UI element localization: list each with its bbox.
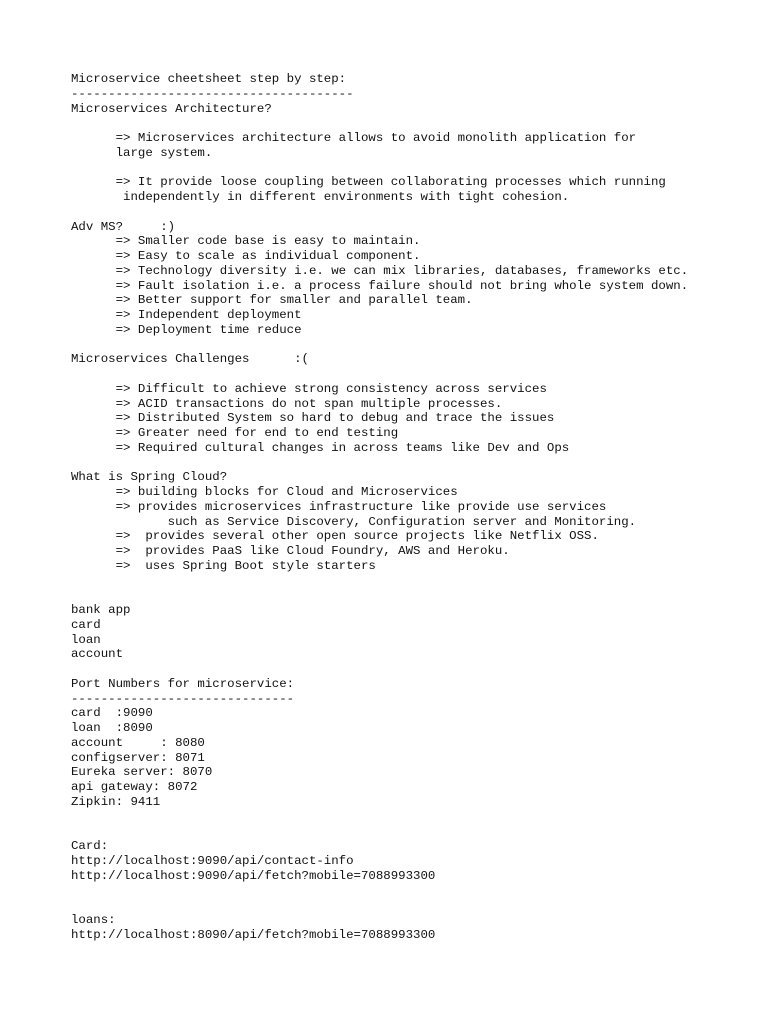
port-entry: api gateway: 8072 — [71, 780, 198, 794]
loan-urls-heading: loans: — [71, 912, 116, 927]
advantages-item: => Independent deployment — [71, 308, 302, 322]
advantages-heading: Adv MS? :) — [71, 219, 176, 234]
ports-heading: Port Numbers for microservice: — [71, 676, 295, 691]
architecture-line: => It provide loose coupling between collaborating processes which running — [71, 175, 666, 190]
port-entry: Eureka server: 8070 — [71, 765, 213, 780]
card-urls-heading: Card: — [71, 839, 109, 853]
port-entry: card :9090 — [71, 706, 153, 721]
port-entry: account : 8080 — [71, 735, 205, 750]
spring-cloud-item: => building blocks for Cloud and Microservices — [71, 485, 458, 499]
bank-app-line: bank app — [71, 603, 131, 617]
spacer — [71, 810, 761, 825]
challenges-heading: Microservices Challenges :( — [71, 352, 309, 367]
port-entry: configserver: 8071 — [71, 750, 205, 765]
architecture-heading: Microservices Architecture? — [71, 101, 272, 116]
advantages-item: => Smaller code base is easy to maintain. — [71, 234, 421, 249]
challenges-item: => Distributed System so hard to debug and trace the issues — [71, 411, 555, 426]
advantages-item: => Technology diversity i.e. we can mix libraries, databases, frameworks etc. — [71, 263, 689, 278]
spacer — [71, 456, 761, 471]
challenges-item: => Greater need for end to end testing — [71, 426, 399, 440]
document-title: Microservice cheetsheet step by step: — [71, 72, 347, 86]
advantages-item: => Better support for smaller and parallel team. — [71, 293, 473, 308]
spacer — [71, 116, 761, 131]
title-rule: -------------------------------------- — [71, 86, 354, 101]
architecture-line: large system. — [71, 145, 213, 160]
spring-cloud-item: such as Service Discovery, Configuration server and Monitoring. — [71, 514, 637, 529]
spacer — [71, 338, 761, 353]
spacer — [71, 824, 761, 839]
challenges-item: => Difficult to achieve strong consistency across services — [71, 381, 547, 396]
architecture-line: => Microservices architecture allows to avoid monolith application for — [71, 131, 637, 145]
spring-cloud-heading: What is Spring Cloud? — [71, 470, 228, 485]
spacer — [71, 205, 761, 220]
challenges-item: => ACID transactions do not span multiple processes. — [71, 396, 503, 411]
advantages-item: => Deployment time reduce — [71, 322, 302, 337]
bank-app-line: account — [71, 647, 124, 662]
document-page — [71, 72, 761, 942]
spacer — [71, 588, 761, 603]
port-entry: Zipkin: 9411 — [71, 794, 161, 809]
spacer — [71, 883, 761, 898]
architecture-line — [71, 161, 761, 176]
ports-rule: ------------------------------ — [71, 691, 295, 706]
spring-cloud-item: => provides microservices infrastructure like provide use services — [71, 499, 607, 514]
advantages-item: => Easy to scale as individual component. — [71, 249, 421, 263]
spring-cloud-item: => uses Spring Boot style starters — [71, 558, 376, 573]
card-url: http://localhost:9090/api/fetch?mobile=7088993300 — [71, 868, 436, 883]
spring-cloud-item: => provides PaaS like Cloud Foundry, AWS and Heroku. — [71, 544, 510, 558]
spacer — [71, 574, 761, 589]
spacer — [71, 898, 761, 913]
card-url: http://localhost:9090/api/contact-info — [71, 853, 354, 868]
architecture-line: independently in different environments with tight cohesion. — [71, 190, 570, 204]
spacer — [71, 662, 761, 677]
port-entry: loan :8090 — [71, 721, 153, 735]
bank-app-line: card — [71, 617, 101, 632]
spring-cloud-item: => provides several other open source projects like Netflix OSS. — [71, 529, 599, 544]
bank-app-line: loan — [71, 632, 101, 647]
advantages-item: => Fault isolation i.e. a process failure should not bring whole system down. — [71, 278, 689, 293]
loan-url: http://localhost:8090/api/fetch?mobile=7088993300 — [71, 927, 436, 942]
spacer — [71, 367, 761, 382]
challenges-item: => Required cultural changes in across teams like Dev and Ops — [71, 440, 570, 455]
